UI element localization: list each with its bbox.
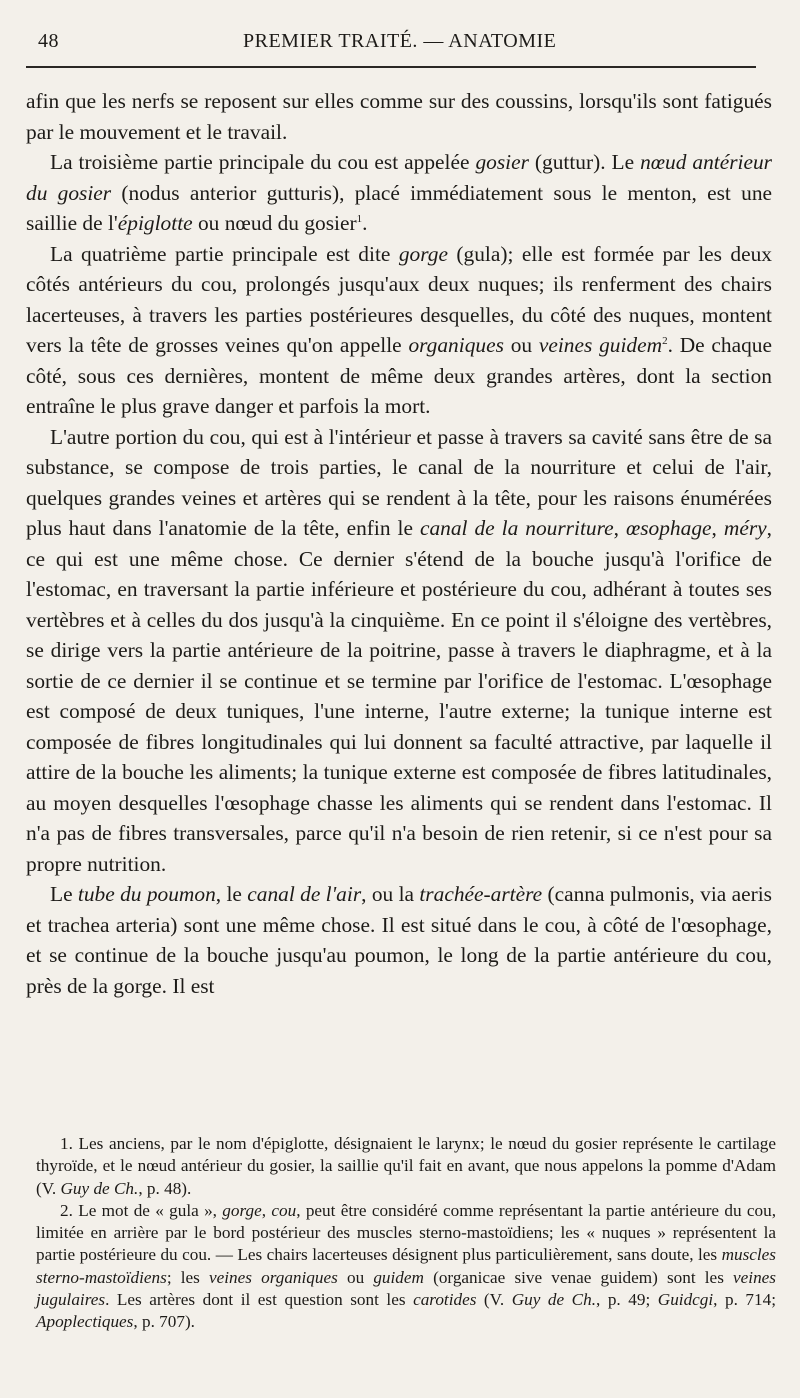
italic-term: veines organiques	[209, 1267, 338, 1287]
text-run: (V.	[476, 1290, 512, 1310]
text-run: ou	[503, 333, 539, 357]
text-run: , p. 714;	[713, 1290, 776, 1310]
paragraph-continuation	[26, 86, 772, 147]
italic-ref: Apoplectiques	[36, 1312, 134, 1332]
text-run: ; les	[166, 1267, 209, 1287]
footnotes	[36, 1133, 776, 1334]
italic-term: organiques	[408, 333, 504, 357]
italic-term: épiglotte	[117, 211, 193, 235]
text-run: , ou la	[361, 882, 420, 906]
text-run: 1. Les anciens, par le nom d'épiglotte, désignaient le larynx; le nœud du gosier représente le cartilage thyroïde, et le nœud antérieur du gosier, la saillie qu'il fait en avant, que nous appelons la pomme d'Adam (V.	[36, 1134, 776, 1198]
text-run: (organicae sive venae guidem) sont les	[423, 1267, 734, 1287]
italic-term: nœud antérieur du gosier	[26, 150, 772, 205]
header-rule	[26, 66, 756, 68]
text-run: , p. 49;	[596, 1290, 658, 1310]
paragraph-trachee	[26, 879, 772, 1001]
italic-ref: Guy de Ch.	[60, 1178, 139, 1198]
italic-ref: Guy de Ch.	[511, 1290, 596, 1310]
text-run: La quatrième partie principale est dite	[50, 241, 399, 266]
text-run: , peut être considéré comme représentant la partie antérieure du cou, limitée en arrière par le bord postérieur des muscles sterno-mastoïdiens; les « nuques » représentent la partie postérieure du cou. — Les chairs lacerteuses désignent plus particulièrement, sans doute, les	[36, 1200, 777, 1265]
text-run: .	[362, 211, 368, 235]
text-run: L'autre portion du cou, qui est à l'intérieur et passe à travers sa cavité sans être de sa substance, se compose de trois parties, le canal de la nourriture et celui de l'air, quelques grandes veines et artères qui se rendent à la tête, pour les raisons énumérées plus haut dans l'anatomie de la tête, enfin le	[26, 424, 772, 540]
text-run: , le	[215, 882, 248, 906]
text-run: , p. 48).	[138, 1178, 192, 1198]
italic-term: gosier	[475, 150, 529, 174]
text-run: , ce qui est une même chose. Ce dernier s'étend de la bouche jusqu'à l'orifice de l'estomac, en traversant la partie inférieure et postérieure du cou, adhérant à toutes ses vertèbres et à celles du dos jusqu'à la cinquième. En ce point il s'éloigne des vertèbres, se dirige vers la partie antérieure de la poitrine, passe à travers le diaphragme, et à la sortie de ce dernier il se continue et se termine par l'orifice de l'estomac. L'œsophage est composé de deux tuniques, l'une interne, l'autre externe; la tunique interne est composée de fibres longitudinales qui lui donnent sa faculté attractive, par laquelle il attire de la bouche les aliments; la tunique externe est composée de fibres latitudinales, au moyen desquelles l'œsophage chasse les aliments qui se rendent dans l'estomac. Il n'a pas de fibres transversales, parce qu'il n'a besoin de rien retenir, si ce n'est pour sa propre nutrition.	[26, 516, 772, 876]
italic-term: méry	[723, 516, 767, 540]
text-run: ,	[261, 1200, 272, 1220]
text-run: ,	[711, 516, 724, 540]
page-number: 48	[38, 30, 59, 52]
paragraph-oesophage	[26, 422, 772, 880]
text-run: (guttur). Le	[528, 150, 641, 174]
footnote-2	[36, 1200, 776, 1334]
paragraph-gosier	[26, 147, 772, 239]
text-run: (nodus anterior gutturis), placé immédiatement sous le menton, est une saillie de l'	[26, 180, 773, 235]
paragraph-gorge	[26, 239, 772, 422]
text-run: ,	[613, 516, 626, 540]
italic-term: carotides	[413, 1290, 477, 1310]
italic-term: guidem	[373, 1267, 424, 1287]
italic-term: trachée-artère	[419, 882, 543, 906]
italic-term: œsophage	[625, 516, 712, 540]
italic-term: muscles sterno-mastoïdiens	[36, 1245, 776, 1287]
text-run: ou nœud du gosier	[192, 211, 357, 235]
italic-term: tube du poumon	[77, 882, 216, 906]
main-text	[26, 86, 772, 1001]
footnote-1	[36, 1133, 776, 1200]
italic-term: veines jugulaires	[36, 1267, 776, 1310]
italic-term: gorge	[398, 241, 448, 266]
text-run: . De chaque côté, sous ces dernières, montent de même deux grandes artères, dont la section entraîne le plus grave danger et parfois la mort.	[26, 333, 773, 418]
text-run: La troisième partie principale du cou est appelée	[50, 150, 476, 174]
text-run: Le	[50, 882, 78, 906]
italic-term: canal de l'air	[247, 882, 362, 906]
italic-ref: Guidcgi	[657, 1290, 714, 1310]
italic-term: veines guidem	[538, 333, 663, 357]
text-run: . Les artères dont il est question sont les	[105, 1290, 414, 1310]
footnote-ref: 1	[356, 213, 363, 225]
text-run: (gula); elle est formée par les deux côtés antérieurs du cou, prolongés jusqu'aux deux nuques; ils renferment des chairs lacerteuses, à travers les parties postérieures desquelles, du côté des nuques, montent vers la tête de grosses veines qu'on appelle	[26, 241, 773, 357]
text-run: ou	[337, 1267, 374, 1287]
text-run: afin que les nerfs se reposent sur elles comme sur des coussins, lorsqu'ils sont fatigués par le mouvement et le travail.	[26, 89, 772, 144]
running-header	[38, 30, 758, 60]
text-run: (canna pulmonis, via aeris et trachea arteria) sont une même chose. Il est situé dans le cou, à côté de l'œsophage, et se continue de la bouche jusqu'au poumon, le long de la partie antérieure du cou, près de la gorge. Il est	[26, 882, 772, 998]
running-title: PREMIER TRAITÉ. — ANATOMIE	[243, 30, 557, 52]
italic-term: cou	[271, 1200, 297, 1220]
footnote-ref: 2	[662, 335, 668, 347]
italic-term: gorge	[222, 1200, 262, 1220]
text-run: , p. 707).	[133, 1312, 195, 1332]
text-run: 2. Le mot de « gula »,	[60, 1200, 223, 1220]
italic-term: canal de la nourriture	[419, 516, 614, 540]
